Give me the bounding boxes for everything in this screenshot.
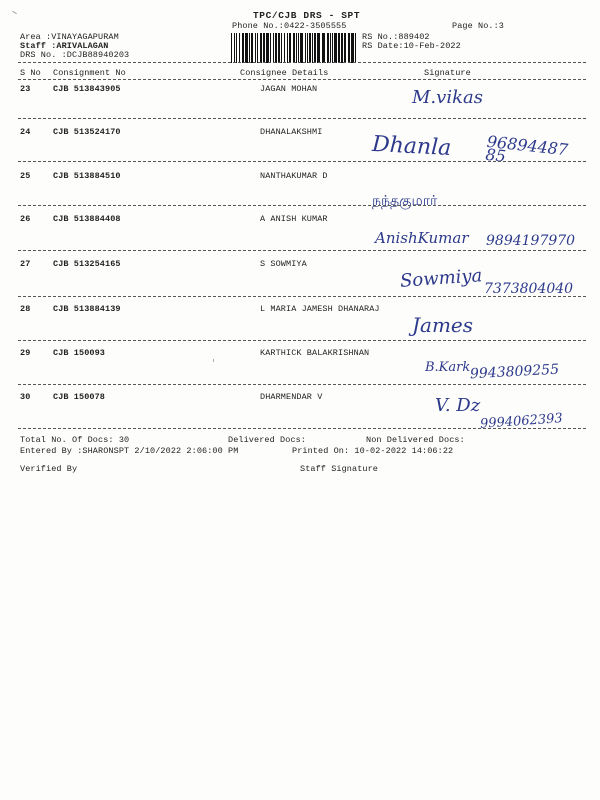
barcode-bar (348, 33, 350, 63)
barcode-bar (255, 33, 256, 63)
divider (18, 62, 586, 63)
barcode-bar (293, 33, 295, 63)
row-consignment: CJB 150078 (53, 392, 106, 402)
row-consignee: S SOWMIYA (260, 259, 307, 269)
divider (18, 205, 586, 206)
printed-on: Printed On: 10-02-2022 14:06:22 (292, 446, 454, 456)
divider (18, 384, 586, 385)
handwritten-signature: Sowmiya (399, 265, 483, 292)
drs-number: DRS No. :DCJB88940203 (20, 50, 130, 60)
row-sno: 30 (20, 392, 31, 402)
barcode-bar (270, 33, 271, 63)
handwritten-signature: Dhanla (371, 131, 452, 162)
rs-number: RS No.:889402 (362, 32, 430, 42)
barcode-bar (341, 33, 343, 63)
handwritten-phone: 9894197970 (486, 233, 576, 249)
column-consignee: Consignee Details (240, 68, 329, 78)
barcode-bar (296, 33, 297, 63)
barcode-bar (249, 33, 250, 63)
barcode-bar (307, 33, 308, 63)
handwritten-signature: AnishKumar (375, 229, 469, 247)
barcode-bar (322, 33, 325, 63)
row-sno: 29 (20, 348, 31, 358)
handwritten-phone: 9943809255 (469, 361, 560, 383)
handwritten-signature: நந்தகுமார் (372, 193, 438, 209)
document-title: TPC/CJB DRS - SPT (253, 10, 361, 21)
phone-number: Phone No.:0422-3505555 (232, 21, 347, 31)
row-consignee: NANTHAKUMAR D (260, 171, 328, 181)
row-sno: 24 (20, 127, 31, 137)
row-consignment: CJB 513884408 (53, 214, 121, 224)
handwritten-signature: B.Kark (425, 360, 471, 375)
barcode-bar (278, 33, 280, 63)
row-consignee: DHANALAKSHMI (260, 127, 323, 137)
divider (18, 296, 586, 297)
column-signature: Signature (424, 68, 471, 78)
divider (18, 118, 586, 119)
barcode-bar (257, 33, 258, 63)
row-consignment: CJB 513254165 (53, 259, 121, 269)
verified-by: Verified By (20, 464, 78, 474)
barcode-bar (231, 33, 232, 63)
total-docs: Total No. Of Docs: 30 (20, 435, 130, 445)
column-consignment: Consignment No (53, 68, 126, 78)
barcode-bar (234, 33, 235, 63)
barcode-bar (327, 33, 329, 63)
row-consignment: CJB 150093 (53, 348, 106, 358)
row-sno: 25 (20, 171, 31, 181)
scan-mark (12, 11, 17, 14)
barcode-bar (260, 33, 262, 63)
barcode-bar (273, 33, 274, 63)
row-consignee: DHARMENDAR V (260, 392, 323, 402)
barcode-bar (251, 33, 253, 63)
barcode-bar (351, 33, 354, 63)
barcode-bar (338, 33, 340, 63)
row-consignee: KARTHICK BALAKRISHNAN (260, 348, 370, 358)
barcode-bar (289, 33, 291, 63)
barcode-bar (266, 33, 269, 63)
divider (18, 428, 586, 429)
staff-label: Staff :ARIVALAGAN (20, 41, 109, 51)
barcode-bar (334, 33, 337, 63)
barcode-bar (305, 33, 306, 63)
barcode-bar (284, 33, 285, 63)
page-number: Page No.:3 (452, 21, 505, 31)
column-sno: S No (20, 68, 41, 78)
barcode-bar (344, 33, 346, 63)
scan-mark (213, 359, 214, 362)
barcode (230, 33, 358, 63)
barcode-bar (245, 33, 248, 63)
row-consignment: CJB 513884139 (53, 304, 121, 314)
row-consignment: CJB 513524170 (53, 127, 121, 137)
divider (18, 340, 586, 341)
barcode-bar (242, 33, 244, 63)
handwritten-phone: 7373804040 (484, 281, 574, 297)
divider (18, 79, 586, 80)
row-consignee: A ANISH KUMAR (260, 214, 328, 224)
barcode-bar (239, 33, 240, 63)
non-delivered-docs: Non Delivered Docs: (366, 435, 465, 445)
area-label: Area :VINAYAGAPURAM (20, 32, 119, 42)
barcode-bar (287, 33, 288, 63)
barcode-bar (312, 33, 313, 63)
barcode-bar (317, 33, 320, 63)
row-sno: 26 (20, 214, 31, 224)
row-sno: 28 (20, 304, 31, 314)
barcode-bar (263, 33, 265, 63)
handwritten-signature: James (412, 313, 474, 337)
row-consignee: JAGAN MOHAN (260, 84, 318, 94)
barcode-bar (314, 33, 316, 63)
staff-signature: Staff Signature (300, 464, 379, 474)
handwritten-signature: V. Dz (435, 395, 481, 416)
row-sno: 27 (20, 259, 31, 269)
row-consignee: L MARIA JAMESH DHANARAJ (260, 304, 380, 314)
divider (18, 250, 586, 251)
barcode-bar (355, 33, 356, 63)
row-consignment: CJB 513843905 (53, 84, 121, 94)
barcode-bar (281, 33, 282, 63)
row-consignment: CJB 513884510 (53, 171, 121, 181)
barcode-bar (332, 33, 333, 63)
barcode-bar (330, 33, 331, 63)
rs-date: RS Date:10-Feb-2022 (362, 41, 461, 51)
handwritten-phone: 9994062393 (479, 411, 564, 432)
barcode-bar (236, 33, 237, 63)
barcode-bar (275, 33, 277, 63)
handwritten-signature: M.vikas (412, 87, 483, 108)
barcode-bar (298, 33, 299, 63)
row-sno: 23 (20, 84, 31, 94)
entered-by: Entered By :SHARONSPT 2/10/2022 2:06:00 PM (20, 446, 239, 456)
barcode-bar (309, 33, 311, 63)
barcode-bar (300, 33, 303, 63)
delivered-docs: Delivered Docs: (228, 435, 307, 445)
handwritten-phone: 96894487 85 (484, 131, 569, 166)
divider (18, 161, 586, 162)
